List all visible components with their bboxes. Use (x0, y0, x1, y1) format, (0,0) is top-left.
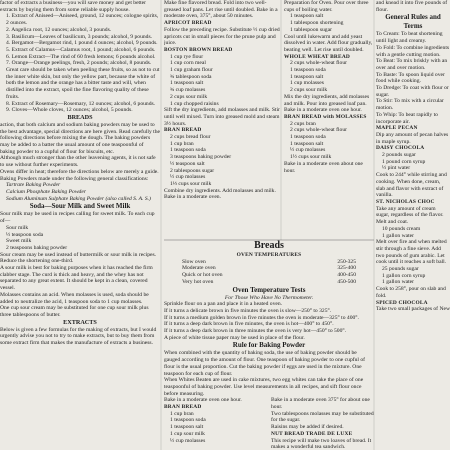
powder-type: Calcium Phosphate Baking Powder (6, 188, 87, 195)
ingredient: ½ cup molasses (170, 437, 206, 444)
extract-item: 3. Basilicum—Leaves of basilicum, 3 pounds; alcohol, 9 pounds. (6, 33, 153, 40)
oven-row-value: 325-400 (337, 265, 356, 272)
ingredient: ¾ cup molasses (170, 87, 206, 94)
oven-test-item: If it turns a deep dark brown in three minutes the oven is very hot—450° to 500°. (164, 328, 347, 335)
bottom-left-text: Bake in a moderate oven one hour. (164, 397, 242, 404)
bottom-split (164, 397, 374, 450)
ingredient: 1 teaspoon soda (290, 67, 326, 74)
maple-text: Dip any amount of pecan halves in maple syrup. (376, 131, 449, 145)
ingredient: 2 pounds sugar (382, 152, 416, 159)
whole-wheat-text: Mix the dry ingredients, add molasses and milk. Pour into greased loaf pan. Bake in a moderate oven one hour. (284, 93, 370, 114)
ingredient: 2 cups whole-wheat flour (290, 60, 348, 67)
ingredient: 1⅓ cups sour milk (170, 180, 212, 187)
ingredient: 1 teaspoon salt (290, 73, 324, 80)
oven-row-value: 400-450 (337, 272, 356, 279)
left-column (0, 0, 160, 450)
rule-item: To Cream: To beat shortening until light and creamy. (376, 31, 443, 45)
ingredient: 2 cups sour milk (290, 87, 328, 94)
breads-heading: BREADS (67, 113, 93, 121)
baking-powder-rule-heading: Rule for Baking Powder (232, 341, 306, 350)
leavening-text: Although much stronger than the other leavening agents, it is not safe to use without further experiments. (0, 155, 156, 169)
bran-heading: BRAN BREAD (164, 127, 202, 134)
soda-heading: Soda—Sour Milk and Sweet Milk (29, 202, 131, 211)
extracts-intro: factor of extracts a business—you will save money and get better extracts by buying them from some reliable supply house. (0, 0, 147, 13)
nicholas-text-2: Melt over fire and when melted stir through a fine sieve. Add two pounds of gum arabic. Let cook until it reaches a soft ball. (376, 239, 447, 266)
powder-type: Sodium Aluminum Sulphate Baking Powder (also called S. A. S.) (6, 195, 151, 202)
ingredient: ½ cup molasses (170, 174, 206, 181)
bottom-right-item: Bake in a moderate oven 375° for about one hour. (271, 397, 370, 411)
extract-item: 8. Extract of Rosemary—Rosemary, 12 ounces; alcohol, 6 pounds. (6, 100, 156, 107)
rule-item: To Baste: To spoon liquid over food while cooking. (376, 71, 445, 85)
oven-temperatures-heading: OVEN TEMPERATURES (236, 252, 302, 258)
oven-test-item: If it turns a deep dark brown in five minutes, the oven is hot—400° to 450°. (164, 321, 334, 328)
nicholas-heading: ST. NICHOLAS CHOC (376, 198, 435, 205)
bottom-right-item: Two tablespoons molasses may be substituted for the sugar. (271, 410, 374, 424)
ingredient: 3 teaspoons baking powder (170, 154, 232, 161)
boston-text: Sift the dry ingredients, add molasses and milk. Stir until well mixed. Turn into greased mold and steam 3½ hours. (164, 107, 280, 127)
ingredient: 1 cup sour milk (170, 430, 205, 437)
bottom-right-item: Raisins may be added if desired. (271, 424, 344, 431)
baking-powder-rule-text: When combined with the quantity of baking soda, the use of baking powder should be gauged according to the amount of flour. One teaspoon of baking powder to one cupful of flour is the usual proportion. Cut the baking powder if eggs are used in the mixture. One teaspoon for each cup of flour. (164, 350, 366, 377)
top-text: and knead it into five pounds of flour. (376, 0, 448, 13)
ingredient: 1 teaspoon soda (170, 417, 206, 424)
ingredient: ½ teaspoon salt (170, 160, 205, 167)
rules-heading: General Rules and Terms (385, 13, 441, 31)
molasses-text: Molasses contains an acid. When molasses is used, soda should be added to neutralize the acid, 1 teaspoon soda to 1 cup molasses. (0, 291, 149, 305)
mid-text: Cool until lukewarm and add yeast dissolved in water. Add flour gradually, beating well. Let rise until doubled. (284, 33, 373, 53)
lower-middle-block (164, 240, 374, 450)
breads-text: action, that both calcium and sodium baking powders may be used to the best advantage, special directions are here given. Read carefully the following directions before mixing the dough. The baking powders may be added to a batter the usual amount of one teaspoonful of baking powder to a cupful of flour for biscuits, etc. (0, 121, 160, 155)
rule-item: To Stir: To mix with a circular motion. (376, 98, 444, 112)
oven-row-label: Moderate oven (182, 265, 216, 272)
oven-row-value: 250-325 (337, 258, 356, 265)
oven-test-item: A piece of white tissue paper may be used in place of the flour. (164, 334, 305, 341)
sour-milk-label: Sour milk (6, 224, 29, 231)
oven-row-value: 450-500 (337, 278, 356, 285)
ingredient: 25 pounds sugar (382, 266, 419, 273)
rule-item: To Dredge: To coat with flour or sugar. (376, 85, 449, 98)
nicholas-text: Take any amount of cream sugar, regardless of the flavor. Melt and coat. (376, 205, 444, 226)
ingredient: 1 teaspoon soda (170, 147, 206, 154)
oven-row-label: Quick or hot oven (182, 272, 223, 279)
ingredient: 1 cup bran (170, 410, 194, 417)
oven-tests-subheading: For Those Who Have No Thermometer. (224, 294, 314, 301)
extract-item: 1. Extract of Aniseed—Aniseed, ground, 12 ounces; cologne spirits, 2 ounces. (6, 13, 159, 27)
soda-amount: ½ teaspoon soda (6, 231, 44, 238)
oven-row-label: Slow oven (182, 258, 206, 265)
ingredient: 1 gallon water (382, 279, 414, 286)
extract-item: 5. Extract of Calamus—Calamus root, 1 pound; alcohol, 6 pounds. (6, 46, 156, 53)
top-text: Preparation for Oven. Pour over three cups of boiling water. (284, 0, 369, 13)
baking-powder-rule-text-2: When Whites Beaten are used in cake mixtures, two egg whites can take the place of one teaspoonful of baking powder. Use level measurements in all recipes, and sift flour once before measuring. (164, 377, 364, 397)
ingredient: 1 cup rye flour (170, 53, 204, 60)
ingredient: 1 cup corn meal (170, 60, 206, 67)
molasses-bread-heading: BRAN BREAD with MOLASSES (284, 113, 367, 120)
oven-test-item: If it turns a medium golden brown in five minutes the oven is moderate—325° to 400°. (164, 314, 359, 321)
right-column (376, 0, 450, 450)
extract-item: 4. Bergamot—Bergamot rind, 1 pound 4 ounces; alcohol, 9 pounds. (6, 40, 158, 47)
ingredient: 1 cup bran (170, 140, 194, 147)
ingredient: 10 pounds cream (382, 225, 421, 232)
ingredient: 1½ cups sour milk (290, 154, 332, 161)
ingredient: 1 tablespoon sugar (290, 26, 332, 33)
daisy-heading: DAISY CHOCOLA (376, 145, 425, 152)
extract-item: 7. Orange—Orange peelings, fresh, 2 pounds; alcohol, 8 pounds. Great care should be taken when peeling these fruits, so as not to cut the inner white skin, but only the yellow part, because the white of both the lemon and the orange has a bitter taste and will, when distilled into the extract, spoil the fine flavoring quality of these fruits. (6, 60, 160, 100)
ingredient: 1 teaspoon salt (170, 80, 204, 87)
ingredient: 1 gallon water (382, 232, 414, 239)
ingredient: 1 cup molasses (290, 80, 324, 87)
rule-item: To Beat: To mix briskly with an over and over motion. (376, 58, 448, 71)
ingredient: 1 pound corn syrup (382, 158, 426, 165)
extract-item: 9. Cloves—Whole cloves, 12 ounces; alcohol, 5 pounds. (6, 107, 133, 114)
spiced-heading: SPICED CHOCOLA (376, 299, 428, 306)
ingredient: 1 gallon corn syrup (382, 272, 426, 279)
candy-text: Cook to 258°, pour on slab and fold. (376, 286, 446, 299)
rule-item: To Whip: To beat rapidly to incorporate air. (376, 111, 438, 125)
top-text: Make fine flavored bread. Fold into two well-greased loaf pans. Let rise until doubled. Bake in a moderate oven, 375°, about 50 minutes. (164, 0, 278, 20)
caution-text: Ovens differ in heat; therefore the directions below are merely a guide. Baking Powders made under the following general classifications: (0, 168, 159, 182)
daisy-text: Cook to 244° while stirring and cooking. When done, cream, slab and flavor with extract of vanilla. (376, 172, 447, 199)
ingredient: ¾ tablespoon soda (170, 73, 212, 80)
boston-heading: BOSTON BROWN BREAD (164, 46, 233, 53)
apricot-heading: APRICOT BREAD (164, 20, 212, 27)
rule-item: To Fold: To combine ingredients with a gentle cutting motion. (376, 44, 450, 58)
molasses-bread-text: Bake in a moderate oven about one hour. (284, 160, 363, 174)
oven-row (164, 259, 374, 266)
apricot-text: Follow the preceding recipe. Substitute ½ cup dried apricots cut in small pieces for the prune pulp and juice. (164, 26, 280, 47)
ingredient: 1 teaspoon salt (290, 140, 324, 147)
ingredient: ½ cup molasses (290, 147, 326, 154)
powder-type: Tartrate Baking Powder (6, 182, 61, 189)
middle-right-column (284, 0, 374, 240)
ingredient: 2 cups bran (290, 120, 316, 127)
bottom-right (271, 397, 374, 450)
extract-item: 2. Angelica root, 12 ounces; alcohol, 3 pounds. (6, 26, 112, 33)
middle-left-column (164, 0, 280, 240)
ingredient: 2 cups whole-wheat flour (290, 127, 348, 134)
ingredient: 1 tablespoon shortening (290, 20, 344, 27)
extracts-heading: EXTRACTS (63, 318, 97, 326)
breads-title: Breads (254, 240, 284, 251)
sour-cream-text: Sour cream may be used instead of buttermilk or sour milk in recipes. Reduce the shortening one-third. (0, 251, 157, 265)
oven-test-item: Sprinkle flour on a pan and place it in a heated oven. (164, 301, 283, 308)
ingredient: 1 teaspoon salt (170, 424, 204, 431)
oven-row (164, 272, 374, 279)
sweet-milk-label: Sweet milk (6, 238, 32, 245)
oven-row (164, 265, 374, 272)
ingredient: 2 cups bread flour (170, 134, 211, 141)
bran-heading: BRAN BREAD (164, 404, 202, 411)
sweet-amount: 2 teaspoons baking powder (6, 244, 68, 251)
ingredient: 1 teaspoon soda (290, 134, 326, 141)
whole-wheat-heading: WHOLE WHEAT BREAD (284, 53, 351, 60)
soda-text: Sour milk may be used in recipes calling for sweet milk. To each cup of— (0, 211, 155, 225)
oven-row-label: Very hot oven (182, 278, 214, 285)
ingredient: 1 cup graham flour (170, 67, 213, 74)
bottom-left (164, 397, 267, 450)
bran-text: Combine dry ingredients. Add molasses and milk. Bake in a moderate oven. (164, 187, 276, 201)
waffles-text: One cup sour cream may be substituted for one cup sour milk plus three tablespoons of butter. (0, 305, 149, 318)
nut-bread-text: This recipe will make two loaves of bread. It makes a wonderful tea sandwich. (271, 437, 372, 450)
ingredient: 1 cup chopped raisins (170, 100, 219, 107)
ingredient: 2 tablespoons sugar (170, 167, 215, 174)
spiced-text: Take two small packages of New (376, 306, 450, 313)
sugar-text: A sour milk is best for baking purposes when it has reached the firm clabber stage. The curd is thick and heavy, and the whey has not separated to any great extent. It should be kept in a clean, covered vessel. (0, 265, 153, 292)
nut-bread-heading: NUT BREAD TRADE DE LUXE (271, 430, 353, 437)
oven-tests-heading: Oven Temperature Tests (232, 285, 306, 294)
maple-heading: MAPLE PECAN (376, 125, 418, 132)
ingredient: 2 cups sour milk (170, 93, 208, 100)
oven-row (164, 279, 374, 286)
ingredient: ½ pint water (382, 165, 411, 172)
extract-item: 6. Lemon Extract—The rind of 60 fresh lemons; 6 pounds alcohol. (6, 53, 156, 60)
ingredient: 1 teaspoon salt (290, 13, 324, 20)
extracts-text: Below is given a few formulas for the making of extracts, but I would urgently advise you not to try to make extracts, but to buy them from some extract firm that makes the manufacture of extracts a business. (0, 326, 157, 347)
oven-test-item: If it turns a delicate brown in five minutes the oven is slow—250° to 325°. (164, 307, 332, 314)
